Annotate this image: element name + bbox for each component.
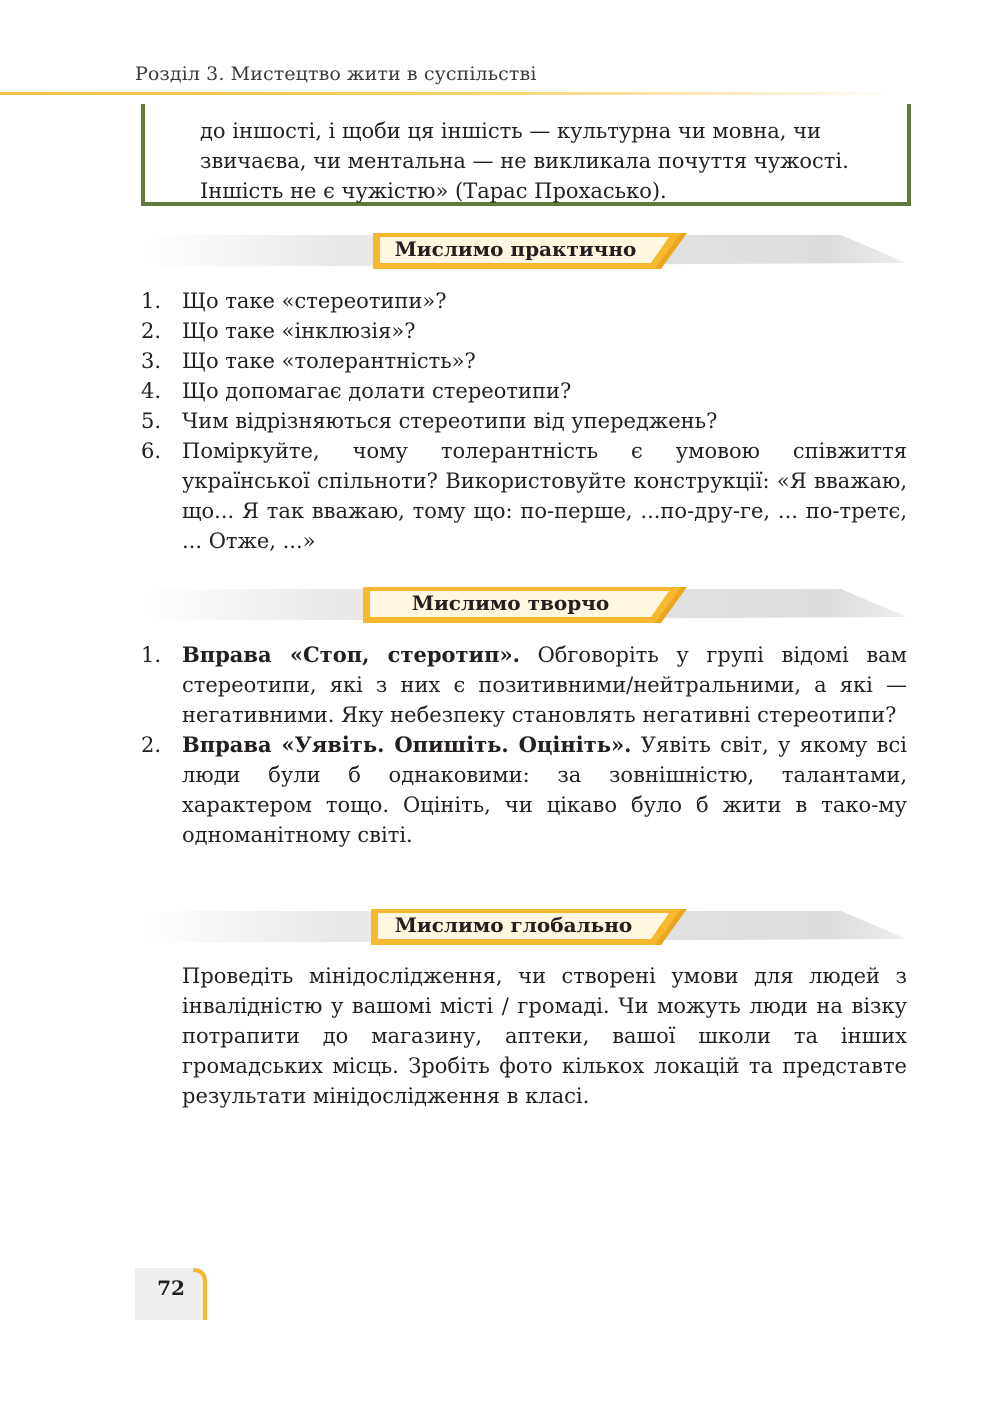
chapter-header: Розділ 3. Мистецтво жити в суспільстві — [135, 63, 537, 85]
list-item — [141, 640, 907, 730]
list-item — [141, 286, 907, 316]
item-text — [182, 730, 907, 850]
item-number: 2. — [141, 319, 162, 343]
list-item — [141, 436, 907, 556]
questions-list — [141, 286, 907, 556]
list-item — [141, 376, 907, 406]
global-task-text: Проведіть мінідослідження, чи створені умови для людей з інвалідністю у вашомі місті / громаді. Чи можуть люди на візку потрапити до магазину, аптеки, вашої школи та інших громадських місць. Зробіть фото кількох локацій та представте результати мінідослідження в класі. — [182, 964, 907, 1108]
exercise-text: Обговоріть у групі відомі вам стереотипи, які з них є позитивними/нейтральними, а які — негативними. Яку небезпеку становлять негативні стереотипи? — [182, 643, 907, 727]
item-number: 6. — [141, 439, 162, 463]
header-rule — [0, 92, 905, 95]
banner-title: Мислимо глобально — [394, 913, 633, 937]
quote-line: до іншості, і щоби ця іншість — культурна чи мовна, чи — [200, 119, 821, 143]
exercises-list — [141, 640, 907, 850]
item-text: Чим відрізняються стереотипи від упереджень? — [182, 409, 718, 433]
item-number: 4. — [141, 379, 162, 403]
page-number: 72 — [157, 1276, 185, 1300]
banner-title: Мислимо практично — [394, 237, 637, 261]
item-number: 5. — [141, 409, 162, 433]
quote-line: Іншість не є чужістю» (Тарас Прохасько). — [200, 179, 667, 203]
section-banner-global — [141, 905, 907, 947]
quote-box — [141, 104, 911, 206]
banner-title: Мислимо творчо — [411, 591, 610, 615]
section-banner-creative — [141, 583, 907, 625]
item-number: 1. — [141, 643, 162, 667]
item-number: 1. — [141, 289, 162, 313]
list-item — [141, 316, 907, 346]
exercise-title: Вправа «Стоп, стеротип». — [182, 642, 520, 667]
item-text: Що допомагає долати стереотипи? — [182, 379, 572, 403]
item-number: 2. — [141, 733, 162, 757]
exercise-title: Вправа «Уявіть. Опишіть. Оцініть». — [182, 732, 632, 757]
page-number-badge — [135, 1268, 207, 1320]
section-banner-practical — [141, 229, 907, 271]
quote-line: звичаєва, чи ментальна — не викликала почуття чужості. — [200, 149, 849, 173]
list-item — [141, 406, 907, 436]
item-text — [182, 640, 907, 730]
item-text: Що таке «стереотипи»? — [182, 289, 447, 313]
list-item — [141, 346, 907, 376]
item-text: Що таке «інклюзія»? — [182, 319, 416, 343]
list-item — [141, 730, 907, 850]
item-text: Поміркуйте, чому толерантність є умовою співжиття української спільноти? Використовуйте конструкції: «Я вважаю, що... Я так вважаю, тому що: по-перше, ...по-дру-ге, ... по-третє, ... Отже, ...» — [182, 439, 907, 553]
quote-text — [200, 116, 895, 206]
item-text: Що таке «толерантність»? — [182, 349, 476, 373]
item-number: 3. — [141, 349, 162, 373]
exercise-text: Уявіть світ, у якому всі люди були б однаковими: за зовнішністю, талантами, характером тощо. Оцініть, чи цікаво було б жити в тако-му одноманітному світі. — [182, 733, 907, 847]
